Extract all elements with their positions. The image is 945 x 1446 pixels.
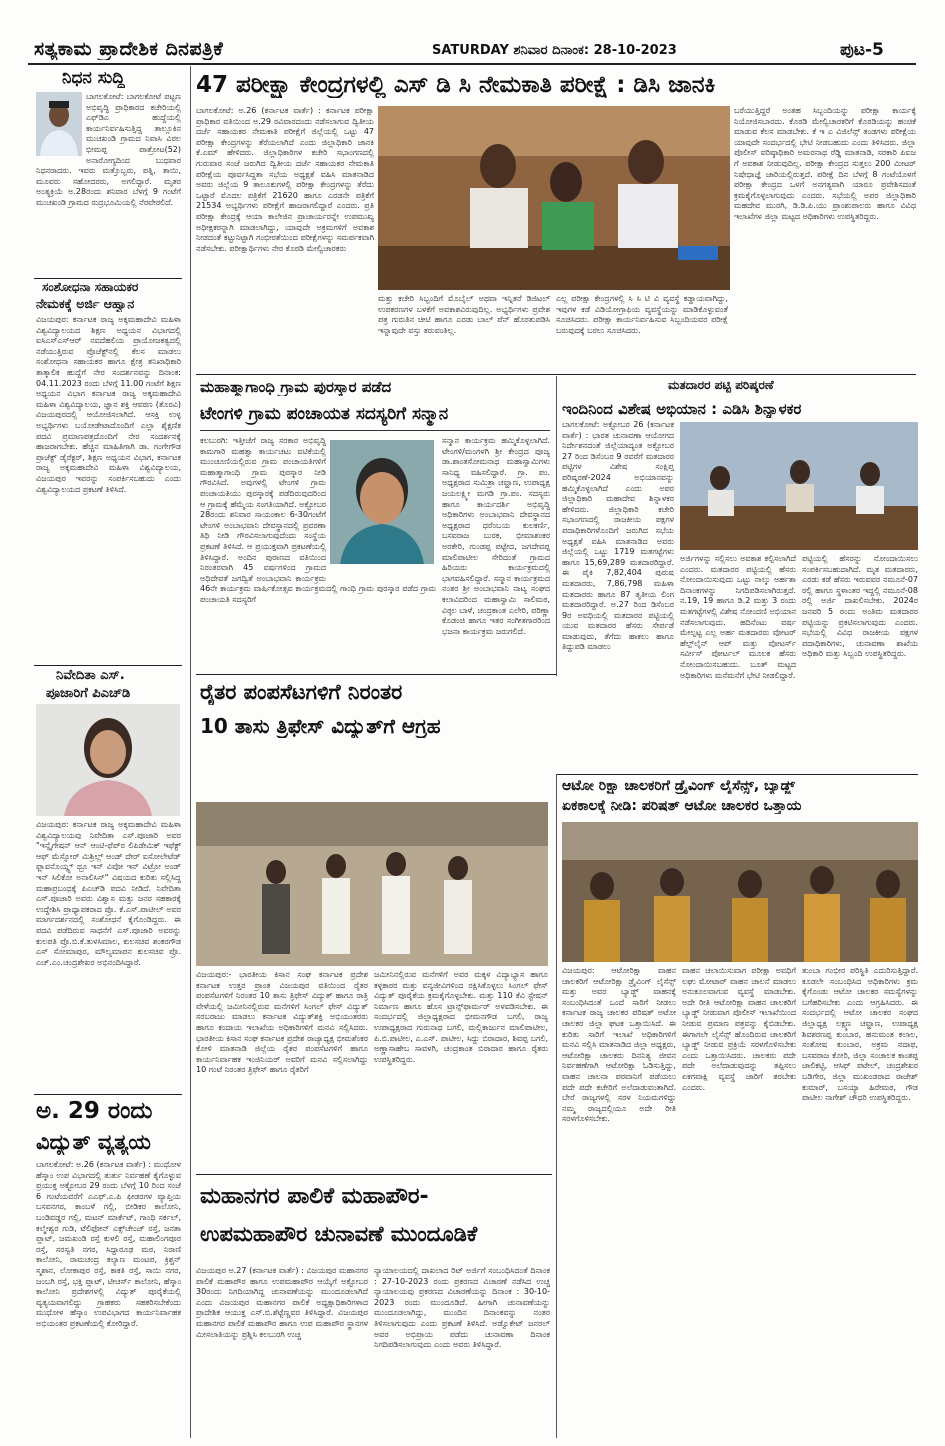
lead-body-col-2: ಮತ್ತು ಕಚೇರಿ ಸಿಬ್ಬಂದಿಗೆ ಮೊಬೈಲ್ ಅಥವಾ ಇನ್ನಿತರೆ ಡಿಜಿಟಲ್ ಉಪಕರಣಗಳ ಬಳಕೆಗೆ ಅವಕಾಶವಿರುವುದಿಲ್ಲ. ಅಭ್ಯರ್ಥಿಗಳು ಪ್ರವೇಶ ಪತ್ರ ಗುರುತಿನ ಚೀಟಿ ಹಾಗೂ ಎರಡು ಬಾಲ್ ಪೆನ್ ಹೊರತುಪಡಿಸಿ ಇನ್ನಾವುದೇ ವಸ್ತು ತರುವಂತಿಲ್ಲ. [378,294,550,335]
electoral-body-col-3: ಪಟ್ಟಿಯಲ್ಲಿ ಹೆಸರನ್ನು ನೋಂದಾಯಿಸಲು ಸಂಪರ್ಕಿಸಬಹುದಾಗಿದೆ. ಮೃತ ಮತದಾರರು, ಎರಡು ಕಡೆ ಹೆಸರು ಇರುವವರ ನಮೂನೆ-07 ರಲ್ಲಿ ಹಾಗೂ ಸ್ಥಳಾಂತರ ಇದ್ದಲ್ಲಿ ನಮೂನೆ-08 ರಲ್ಲಿ ಅರ್ಜಿ ದಾಖಲಿಸಬೇಕು. 2024ರ ಜನವರಿ 5 ರಂದು ಅಂತಿಮ ಮತದಾರರ ಪಟ್ಟಿಯನ್ನು ಪ್ರಕಟಿಸಲಾಗುವುದು ಎಂದರು. ಸಭೆಯಲ್ಲಿ ವಿವಿಧ ರಾಜಕೀಯ ಪಕ್ಷಗಳ ಪದಾಧಿಕಾರಿಗಳು, ಚುನಾವಣಾ ಶಾಖೆಯ ಅಧಿಕಾರಿ ಮತ್ತು ಸಿಬ್ಬಂದಿ ಉಪಸ್ಥಿತರಿದ್ದರು. [802,554,918,659]
auto-body-col-3: ತುಂಬಾ ಗಂಭೀರ ಪರಿಸ್ಥಿತಿ ಎದುರಿಸುತ್ತಿದ್ದಾರೆ. ಕೂಡಲೇ ಸಂಬಂಧಿಸಿದ ಅಧಿಕಾರಿಗಳು ಕ್ರಮ ಕೈಗೊಂಡು ಆಟೋ ಚಾಲಕರ ಸಮಸ್ಯೆಗಳನ್ನು ಬಗೆಹರಿಸಬೇಕು ಎಂದು ಆಗ್ರಹಿಸಿದರು. ಈ ಸಂದರ್ಭದಲ್ಲಿ ಆಟೋ ಚಾಲಕರ ಸಂಘದ ಜಿಲ್ಲಾಧ್ಯಕ್ಷ ಲಕ್ಷ್ಮಣ ಚವ್ಹಾಣ, ಉಪಾಧ್ಯಕ್ಷ ಶಿವಶರಣಪ್ಪ ಕುಂಬಾರ, ಹನುಮಂತ ಕಲಾಲ, ಸಂತೋಷ ಕುಂಬಾರ, ಅಕ್ರಮ ನದಾಫ, ಬಸವರಾಜ ಕೋರಿ, ಜಿಲ್ಲಾ ಸಂಚಾಲಕ ಕಾಂತಪ್ಪ ಜಾಲಿಕಟ್ಟಿ, ಆಸಿಫ್ ಪಟೇಲ್, ಚಂದ್ರಶೇಖರ ಬಡಿಗೇರ, ಜಿಲ್ಲಾ ಮುಖಂಡರಾದ ರಾಜೇಶ್ ಕುಮಾರ್, ಬಸಯ್ಯಾ ಹಿರೇಮಠ, ಗೌಡ ಪಾಟೀಲ ನಾಗೇಶ್ ಚೌಧರಿ ಉಪಸ್ಥಿತರಿದ್ದರು. [802,966,918,1103]
lead-body-col-1: ಬಾಗಲಕೋಟೆ: ಅ.26 (ಕರ್ನಾಟಕ ವಾರ್ತೆ) : ಕರ್ನಾಟಕ ಪರೀಕ್ಷಾ ಪ್ರಾಧಿಕಾರ ವತಿಯಿಂದ ಅ.29 ರವಿವಾರದಂದು ನಡೆಸಲಾಗುವ ದ್ವಿತೀಯ ದರ್ಜೆ ಸಹಾಯಕರ ನೇಮಕಾತಿ ಪರೀಕ್ಷೆಗೆ ಜಿಲ್ಲೆಯಲ್ಲಿ ಒಟ್ಟು 47 ಪರೀಕ್ಷಾ ಕೇಂದ್ರಗಳನ್ನು ತೆರೆಯಲಾಗಿದೆ ಎಂದು ಜಿಲ್ಲಾಧಿಕಾರಿ ಜಾನಕಿ ಕೆ.ಎಮ್ ಹೇಳಿದರು. ಜಿಲ್ಲಾಧಿಕಾರಿಗಳ ಕಚೇರಿ ಸಭಾಂಗಣದಲ್ಲಿ ಗುರುವಾರ ಸಂಜೆ ಜರುಗಿದ ದ್ವಿತೀಯ ದರ್ಜೆ ಸಹಾಯಕರ ನೇಮಕಾತಿ ಪರೀಕ್ಷೆಯ ಪೂರ್ವಸಿದ್ದತಾ ಸಭೆಯ ಅಧ್ಯಕ್ಷತೆ ವಹಿಸಿ ಮಾತನಾಡಿದ ಅವರು ಜಿಲ್ಲೆಯ 9 ತಾಲೂಕುಗಳಲ್ಲಿ ಪರೀಕ್ಷಾ ಕೇಂದ್ರಗಳನ್ನು ತೆರೆದು ಒಟ್ಟಾರೆ ಮೊದಲ ಪತ್ರಿಕೆಗೆ 21620 ಹಾಗೂ ಎರಡನೇ ಪತ್ರಿಕೆಗೆ 21534 ಅಭ್ಯರ್ಥಿಗಳು ಪರೀಕ್ಷೆಗೆ ಹಾಜರಾಗಲಿದ್ದಾರೆ ಎಂದರು. ಪ್ರತಿ ಪರೀಕ್ಷಾ ಕೇಂದ್ರಕ್ಕೆ ಆಯಾ ಕಾಲೇಜಿನ ಪ್ರಾಚಾರ್ಯರನ್ನೇ ಉಪಮುಖ್ಯ ಅಧೀಕ್ಷಕರನ್ನಾಗಿ ಮಾಡಲಾಗಿದ್ದು, ಯಾವುದೇ ಅಕ್ರಮಗಳಿಗೆ ಅವಕಾಶ ನೀಡದಂತೆ ಕಟ್ಟುನಿಟ್ಟಾಗಿ ಗಂಭೀರತೆಯಿಂದ ಪರೀಕ್ಷೆಗಳನ್ನು ಸಮರ್ಪಕವಾಗಿ ನಡೆಸಬೇಕು. ಪರೀಕ್ಷಾರ್ಥಿಗಳು ನೇರ ಕೊಠಡಿ ಮೇಲ್ವಿಚಾರಕರು [196,106,374,253]
auto-body-col-2: ವಾಹನ ಚಲಾಯಿಸುವಾಗ ಪರೀಕ್ಷಾ ಅವಧಿಗೆ ಲಘು ಮೋಟಾರ್ ವಾಹನ ಚಾಲನೆ ಮಾಡಲು ಅನುಕೂಲವಾಗುವ ವ್ಯವಸ್ಥೆ ಮಾಡಬೇಕು. ಅದೇ ರೀತಿ ಆಟೋರಿಕ್ಷಾ ವಾಹನ ಚಾಲಕರಿಗೆ ಬ್ಯಾಡ್ಜ್ ನೀಡುವಾಗ ಪೊಲೀಸ್ ಇಲಾಖೆಯಿಂದ ನೀಡುವ ಪ್ರಮಾಣ ಪತ್ರವನ್ನು ಕೈಬಿಡಬೇಕು. ಈಗಾಗಲೇ ಲೈಸೆನ್ಸ್ ಹೊಂದಿರುವ ಚಾಲಕರಿಗೆ ಬ್ಯಾಡ್ಜ್ ನೀಡುವ ಪ್ರಕ್ರಿಯೆ ಸರಳಗೊಳಿಸಬೇಕು ಎಂದು ಒತ್ತಾಯಿಸಿದರು. ಚಾಲಕರು ಪದೇ ಪದೇ ಅಲೆದಾಡುವುದನ್ನು ತಪ್ಪಿಸಲು ಏಕಗವಾಕ್ಷಿ ವ್ಯವಸ್ಥೆ ಜಾರಿಗೆ ತರಬೇಕು ಎಂದರು. [682,966,796,1092]
mayor-body-col-1: ವಿಜಯಪುರ ಅ.27 (ಕರ್ನಾಟಕ ವಾರ್ತೆ) : ವಿಜಯಪುರ ಮಹಾನಗರ ಪಾಲಿಕೆ ಮಹಾಪೌರ ಹಾಗೂ ಉಪಮಹಾಪೌರ ಆಯ್ಕೆಗೆ ಅಕ್ಟೋಬರ 30ರಂದು ನಿಗದಿಯಾಗಿದ್ದ ಚುನಾವಣೆಯನ್ನು ಮುಂದೂಡಲಾಗಿದೆ ಎಂದು ವಿಜಯಪುರ ಮಹಾನಗರ ಪಾಲಿಕೆ ಅಧ್ಯಕ್ಷಾಧಿಕಾರಿಗಳಾದ ಪ್ರಾದೇಶಿಕ ಆಯುಕ್ತ ಎಸ್.ಬಿ.ಶೆಟ್ಟೆಣ್ಣವರ ತಿಳಿಸಿದ್ದಾರೆ. ವಿಜಯಪುರ ಮಹಾನಗರ ಪಾಲಿಕೆ ಮಹಾಪೌರ ಹಾಗೂ ಉಪ ಮಹಾಪೌರ ಸ್ಥಾನಗಳ ಮೀಸಲಾತಿಯನ್ನು ಪ್ರಶ್ನಿಸಿ ಕಲಬುರಗಿ ಉಚ್ಚ [196,1266,368,1339]
auto-column-divider [556,774,557,1438]
power-cut-heading-1: ಅ. 29 ರಂದು [36,1098,153,1124]
auto-drivers-photo [562,822,918,962]
farmers-top-rule [196,674,556,675]
power-cut-body: ಬಾಗಲಕೋಟೆ: ಅ.26 (ಕರ್ನಾಟಕ ವಾರ್ತೆ) : ಮುಧೋಳ ಹೆಸ್ಕಾಂ ಉಪ ವಿಭಾಗದಲ್ಲಿ ತುರ್ತು ನಿರ್ವಹಣೆ ಕೈಗೊಳ್ಳುವ ಪ್ರಯುಕ್ತ ಅಕ್ಟೋಬರ 29 ರಂದು ಬೆಳಗ್ಗೆ 10 ರಿಂದ ಸಂಜೆ 6 ಗಂಟೆಯವರೆಗೆ ಎಎಫ್.ಎ.ಪಿ ಫೀಡರಗಳ ವ್ಯಾಪ್ತಿಯ ಬಸವನಗರ, ಕಾಂಬಳೆ ಗಲ್ಲಿ, ಬೀಡಿಕರ ಕಾಲೋನಿ, ಬಂಡಿವಡ್ಡರ ಗಲ್ಲಿ, ಮಟನ್ ಮಾರ್ಕೆಟ್, ಗಾಂಧಿ ಸರ್ಕಲ್, ಕಲ್ಮೇಶ್ವರ ಗುಡಿ, ಟೆಲಿಫೋನ್ ಎಕ್ಸ್‌ಚೇಂಜ್ ರಸ್ತೆ, ಜನತಾ ಪ್ಲಾಟ್, ಜಮಖಂಡಿ ರಸ್ತೆ ಕುಳಲಿ ರಸ್ತೆ, ಮಹಾಲಿಂಗಪೂರ ರಸ್ತೆ, ಸರಸ್ವತಿ ನಗರ, ಸಿದ್ದಾರೂಢ ಮಠ, ನಿರಾಣಿ ಕಾಲೋನಿ, ರಾಮಚಂದ್ರ ಕಲ್ಯಾಣ ಮಂಟಪ, ಕ್ರಿಶ್ಚನ್ ಸ್ಮಶಾನ, ಲೋಕಾಪುರ ರಸ್ತೆ, ಕಾಕತಿ ರಸ್ತೆ, ಸಾಯಿ ನಗರ, ಜಂಬಗಿ ರಸ್ತೆ, ಭಕ್ತಿ ಪ್ಲಾಟ್, ಟೀಚರ್ಸ್ ಕಾಲೋನಿ, ಹೆಸ್ಕಾಂ ಕಾಲೋನಿ ಪ್ರದೇಶಗಳಲ್ಲಿ ವಿದ್ಯುತ್ ಪೂರೈಕೆಯಲ್ಲಿ ವ್ಯತ್ಯಯವಾಗಲಿದ್ದು ಗ್ರಾಹಕರು ಸಹಕರಿಸಬೇಕೆಂದು ಮುಧೋಳ ಹೆಸ್ಕಾಂ ಉಪವಿಭಾಗದ ಕಾರ್ಯನಿರ್ವಾಹಕ ಅಭಿಯಂತರ ಪ್ರಕಟಣೆಯಲ್ಲಿ ಕೋರಿದ್ದಾರೆ. [36,1160,181,1328]
research-assistant-heading-2: ನೇಮಕಕ್ಕೆ ಅರ್ಜಿ ಆಹ್ವಾನ [36,296,135,311]
mayor-headline-2: ಉಪಮಹಾಪೌರ ಚುನಾವಣೆ ಮುಂದೂಡಿಕೆ [200,1222,478,1246]
research-assistant-body: ವಿಜಯಪುರ: ಕರ್ನಾಟಕ ರಾಜ್ಯ ಅಕ್ಕಮಹಾದೇವಿ ಮಹಿಳಾ ವಿಶ್ವವಿದ್ಯಾಲಯದ ಶಿಕ್ಷಣ ಅಧ್ಯಯನ ವಿಭಾಗದಲ್ಲಿ ಐಸಿಎಸ್‌ಎಸ್‌ಆರ್ ನವದೆಹಲಿಯ ಪ್ರಾಯೋಜಕತ್ವದಲ್ಲಿ ನಡೆಯುತ್ತಿರುವ ಪ್ರೊಜೆಕ್ಟ್‌ನಲ್ಲಿ ಕೆಲಸ ಮಾಡಲು ಸಂಶೋಧನಾ ಸಹಾಯಕರ ಹಾಗೂ ಕ್ಷೇತ್ರ ತನಿಖಾಧಿಕಾರಿ ತಾತ್ಕಾಲಿಕ ಹುದ್ದೆಗೆ ನೇರ ಸಂದರ್ಶನವನ್ನು ದಿನಾಂಕ: 04.11.2023 ರಂದು ಬೆಳಗ್ಗೆ 11.00 ಗಂಟೆಗೆ ಶಿಕ್ಷಣ ಅಧ್ಯಯನ ವಿಭಾಗ ಕರ್ನಾಟಕ ರಾಜ್ಯ ಅಕ್ಕಮಹಾದೇವಿ ಮಹಿಳಾ ವಿಶ್ವವಿದ್ಯಾಲಯ, ಜ್ಞಾನ ಶಕ್ತಿ ಆವರಣ (ತೊರವಿ) ವಿಜಯಪುರದಲ್ಲಿ ಆಯೋಜಿಸಲಾಗಿದೆ. ಆಸಕ್ತಿ ಉಳ್ಳ ಅಭ್ಯರ್ಥಿಗಳು ಬಯೋಡೇಟಾದೊಂದಿಗೆ ಎಲ್ಲಾ ಶೈಕ್ಷಣಿಕ ಪದವಿ ಪ್ರಮಾಣಪತ್ರದೊಂದಿಗೆ ನೇರ ಸಂದರ್ಶನಕ್ಕೆ ಹಾಜರಾಗಬೇಕು. ಹೆಚ್ಚಿನ ಮಾಹಿತಿಗಾಗಿ ಡಾ. ಗಂಗೇಗೌಡ ಪ್ರಾಜೆಕ್ಟ್ ಡೈರೆಕ್ಟರ್, ಶಿಕ್ಷಣ ಅಧ್ಯಯನ ವಿಭಾಗ, ಕರ್ನಾಟಕ ರಾಜ್ಯ ಅಕ್ಕಮಹಾದೇವಿ ಮಹಿಳಾ ವಿಶ್ವವಿದ್ಯಾಲಯ, ವಿಜಯಪುರ ಇವರನ್ನು ಸಂಪರ್ಕಿಸಬಹುದು ಎಂದು ವಿಶ್ವವಿದ್ಯಾಲಯದ ಪ್ರಕಟಣೆ ತಿಳಿಸಿದೆ. [36,315,181,494]
mayor-body-col-2: ನ್ಯಾಯಾಲಯದಲ್ಲಿ ದಾಖಲಾದ ರಿಟ್ ಅರ್ಜಿಗೆ ಸಂಬಂಧಿಸಿದಂತೆ ದಿನಾಂಕ : 27-10-2023 ರಂದು ಪ್ರಕರಣದ ವಿಚಾರಣೆ ನಡೆಸಿದ ಉಚ್ಚ ನ್ಯಾಯಾಲಯವು ಪ್ರಕರಣದ ವಿಚಾರಣೆಯನ್ನು ದಿನಾಂಕ : 30-10-2023 ರಂದು ಮುಂದೂಡಿದೆ. ಹೀಗಾಗಿ ಚುನಾವಣೆಯನ್ನು ಮುಂದೂಡಲಾಗಿದ್ದು, ಮುಂದಿನ ದಿನಾಂಕವನ್ನು ನಂತರ ತಿಳಿಸಲಾಗುವುದು ಎಂದು ಪ್ರಕಟಣೆ ತಿಳಿಸಿದೆ. ಅಡ್ವೊಕೇಟ್ ಜನರಲ್ ಅವರ ಅಭಿಪ್ರಾಯ ಪಡೆದು ಚುನಾವಣಾ ದಿನಾಂಕ ನಿಗದಿಪಡಿಸಲಾಗುವುದು ಎಂದು ಅವರು ತಿಳಿಸಿದ್ದಾರೆ. [374,1266,550,1350]
gandhi-portrait-photo [330,440,434,564]
lead-body-col-4: ಬರೆಯುತ್ತಿದ್ದರೆ ಅಂತಹ ಸಿಬ್ಬಂದಿಯನ್ನು ಪರೀಕ್ಷಾ ಕಾರ್ಯಕ್ಕೆ ನಿಯೋಜಿಸಬಾರದು. ಕೊಠಡಿ ಮೇಲ್ವಿಚಾರಕರಿಗೆ ಕೊಠಡಿಯನ್ನು ಹಂಚಿಕೆ ಮಾಡುವ ಕೆಲಸ ಮಾಡಬೇಕು. ಕೆ ಇ ಎ ವಿಜಿಲೆನ್ಸ್ ತಂಡಗಳು ಪರೀಕ್ಷೆಯ ಯಾವುದೇ ಸಂದರ್ಭದಲ್ಲಿ ಭೇಟಿ ನೀಡಬಹುದು ಎಂದು ತಿಳಿಸಿದರು. ಜಿಲ್ಲಾ ಪೊಲೀಸ್ ವರಿಷ್ಠಾಧಿಕಾರಿ ಅಮರನಾಥ ರೆಡ್ಡಿ ಮಾತನಾಡಿ, ಸರಕಾರಿ ಪಿಐಜ ಗೆ ಅವಕಾಶ ನೀಡುವುದಿಲ್ಲ. ಪರೀಕ್ಷಾ ಕೇಂದ್ರದ ಸುತ್ತಲು 200 ಮೀಟರ್ ನಿಷೇಧಾಜ್ಞೆ ಜಾರಿಯಲ್ಲಿರುತ್ತದೆ. ಪರೀಕ್ಷೆ ದಿನ ಬೆಳಗ್ಗೆ 8 ಗಂಟೆಯೊಳಗೆ ಪರೀಕ್ಷಾ ಕೇಂದ್ರದ ಒಳಗೆ ಅನಗತ್ಯವಾಗಿ ಯಾರೂ ಪ್ರವೇಶಿಸದಂತೆ ಕ್ರಮಕೈಗೊಳ್ಳಲಾಗುವುದು ಎಂದರು. ಸಭೆಯಲ್ಲಿ ಅಪರ ಜಿಲ್ಲಾಧಿಕಾರಿ ಮಹದೇವ ಮುರಗಿ, ಡಿ.ಡಿ.ಪಿ.ಯು ಪ್ರಾಂಶುಪಾಲರು ಹಾಗೂ ವಿವಿಧ ಇಲಾಖೆಗಳ ಜಿಲ್ಲಾ ಮಟ್ಟದ ಅಧಿಕಾರಿಗಳು ಉಪಸ್ಥಿತರಿದ್ದರು. [734,106,916,221]
auto-body-col-1: ವಿಜಯಪುರ: ಆಟೋರಿಕ್ಷಾ ವಾಹನ ಚಾಲಕರಿಗೆ ಆಟೋರಿಕ್ಷಾ ಡ್ರೈವಿಂಗ್ ಲೈಸೆನ್ಸ್ ಮತ್ತು ಅವರ ಬ್ಯಾಡ್ಜ್ ವಾಹನಕ್ಕೆ ಸಂಬಂಧಿಸಿದಂತೆ ಒಂದೆ ಸಾರಿಗೆ ನೀಡಲು ಕರ್ನಾಟಕ ರಾಜ್ಯ ಚಾಲಕರ ಪರಿಷತ್ ಅಟೋ ಚಾಲಕರ ಜಿಲ್ಲಾ ಘಟಕ ಒತ್ತಾಯಿಸಿದೆ. ಈ ಕುರಿತು ಸಾರಿಗೆ ಇಲಾಖೆ ಅಧಿಕಾರಿಗಳಿಗೆ ಮನವಿ ಸಲ್ಲಿಸಿ ಮಾತನಾಡಿದ ಜಿಲ್ಲಾ ಅಧ್ಯಕ್ಷರು, ಆಟೋರಿಕ್ಷಾ ಚಾಲಕರು ದಿನನಿತ್ಯ ಜೀವನ ನಿರ್ವಹಣೆಗಾಗಿ ಆಟೋರಿಕ್ಷಾ ಓಡಿಸುತ್ತಿದ್ದು, ವಾಹನ ಚಾಲನಾ ಪರವಾನಿಗೆ ಪಡೆಯಲು ಪದೇ ಪದೇ ಕಚೇರಿಗೆ ಅಲೆದಾಡುವಂತಾಗಿದೆ. ಬೇರೆ ರಾಜ್ಯಗಳಲ್ಲಿ ಸರಳ ನಿಯಮಗಳಿದ್ದು ನಮ್ಮ ರಾಜ್ಯದಲ್ಲಿಯೂ ಅದೇ ರೀತಿ ಸರಳಗೊಳಿಸಬೇಕು. [562,966,676,1124]
farmers-memorandum-photo [196,802,548,966]
phd-heading-2: ಪೂಜಾರಿಗೆ ಪಿಎಚ್‌ಡಿ [46,686,131,701]
left-section-rule-1 [34,278,182,279]
mayor-top-rule [196,1174,552,1175]
obituary-title: ನಿಧನ ಸುದ್ದಿ [62,68,125,88]
obituary-body: ಬಾಗಲಕೋಟೆ: ಬಾಗಲಕೋಟೆ ಪಟ್ಟಣ ಅಭಿವೃದ್ಧಿ ಪ್ರಾಧಿಕಾರದ ಕಚೇರಿಯಲ್ಲಿ ಎಫ್‌ಡಿಎ ಹುದ್ದೆಯಲ್ಲಿ ಕಾರ್ಯನಿರ್ವಹಿಸುತ್ತಿದ್ದ ತಾಲ್ಲೂಕಿನ ಮುಚಖಂಡಿ ಗ್ರಾಮದ ನಿವಾಸಿ ವಿಠಲ ಭೀಮಪ್ಪ ಪಾತ್ರೋಟ(52) ಅನಾರೋಗ್ಯದಿಂದ ಬುಧವಾರ ನಿಧನರಾದರು. ಇವರು ಮತ್ತೊಬ್ಬರು, ಪತ್ನಿ, ತಾಯಿ, ಮೂವರು ಸಹೋದರರು, ಅಗಲಿದ್ದಾರೆ. ಮೃತರ ಅಂತ್ಯಕ್ರಿಯೆ ಅ.28ರಂದು ಶನಿವಾರ ಬೆಳಗ್ಗೆ 9 ಗಂಟೆಗೆ ಮುಚಖಂಡಿ ಗ್ರಾಮದ ರುದ್ರಭೂಮಿಯಲ್ಲಿ ನೆರವೇರಲಿದೆ. [36,92,181,207]
left-section-rule-3 [34,1094,182,1095]
masthead-title: ಸತ್ಯಕಾಮ ಪ್ರಾದೇಶಿಕ ದಿನಪತ್ರಿಕೆ [34,38,224,60]
electoral-body-col-1: ಬಾಗಲಕೋಟೆ: ಅಕ್ಟೋಬರ 26 (ಕರ್ನಾಟಕ ವಾರ್ತೆ) : ಭಾರತ ಚುನಾವಣಾ ಆಯೋಗದ ನಿರ್ದೇಶನದಂತೆ ಜಿಲ್ಲೆಯಾದ್ಯಂತ ಅಕ್ಟೋಬರ 27 ರಿಂದ ಡಿಸೆಂಬರ 9 ರವರೆಗೆ ಮತದಾರರ ಪಟ್ಟಿಗಳ ವಿಶೇಷ ಸಂಕ್ಷಿಪ್ತ ಪರಿಷ್ಕರಣೆ-2024 ಅಭಿಯಾನವನ್ನು ಹಮ್ಮಿಕೊಳ್ಳಲಾಗಿದೆ ಎಂದು ಅಪರ ಜಿಲ್ಲಾಧಿಕಾರಿ ಮಹಾದೇವ ಶಿನ್ನಾಳಕರ ಹೇಳಿದರು. ಜಿಲ್ಲಾಧಿಕಾರಿ ಕಚೇರಿ ಸಭಾಂಗಣದಲ್ಲಿ ರಾಜಕೀಯ ಪಕ್ಷಗಳ ಪದಾಧಿಕಾರಿಗಳೊಂದಿಗೆ ಜರುಗಿದ ಸಭೆಯ ಅಧ್ಯಕ್ಷತೆ ವಹಿಸಿ ಮಾತನಾಡಿದ ಅವರು ಜಿಲ್ಲೆಯಲ್ಲಿ ಒಟ್ಟು 1719 ಮತಗಟ್ಟೆಗಳು ಹಾಗೂ 15,69,289 ಮತದಾರರಿದ್ದಾರೆ. ಈ ಪೈಕಿ 7,82,404 ಪುರುಷ ಮತದಾರರು, 7,86,798 ಮಹಿಳಾ ಮತದಾರರು ಹಾಗೂ 87 ತೃತೀಯ ಲಿಂಗ ಮತದಾರರಿದ್ದಾರೆ. ಅ.27 ರಿಂದ ಡಿಸೆಂಬರ 9ರ ಅವಧಿಯಲ್ಲಿ ಮತದಾರರ ಪಟ್ಟಿಯಲ್ಲಿ ಯುವ ಮತದಾರರ ಹೆಸರು ಸೇರ್ಪಡೆ ಮಾಡುವುದು, ತೆಗೆದು ಹಾಕಲು ಹಾಗೂ ತಿದ್ದುಪಡಿ ಮಾಡಲು [562,420,674,652]
phd-body: ವಿಜಯಪುರ: ಕರ್ನಾಟಕ ರಾಜ್ಯ ಅಕ್ಕಮಹಾದೇವಿ ಮಹಿಳಾ ವಿಶ್ವವಿದ್ಯಾಲಯವು ನಿವೇದಿತಾ ಎಸ್.ಪೂಜಾರಿ ಅವರ "ಇನ್ಸೈಗೇಷನ್ ಆನ್ ಆಂಟಿ-ಫೆಪ್‌ರ ಲಿಪಿಡೇಮಿಕ್ ಇಫೆಕ್ಟ್ ಆಫ್ ಮೆಸ್ಸೋರ್ ಮಿಶ್ರಿಲ್ಲ್ ಆಂಡ್ ದೇರ್ ಐಸೋಲೇಟೆಡ್ ಫ್ಲಾವನೊಯ್ಡ್ಸ್ ಥ್ರೂ ಇನ್ ವಿವೋ ಇನ್ ವಿಟ್ರೋ ಅಂಡ್ ಇನ್ ಸಿಲಿಕೋ ಅನಾಲಿಸಿಸ್" ವಿಷಯದ ಕುರಿತು ಸಲ್ಲಿಸಿದ್ದ ಮಹಾಪ್ರಬಂಧಕ್ಕೆ ಪಿಎಚ್‌ಡಿ ಪದವಿ ನೀಡಿದೆ. ನಿವೇದಿತಾ ಎಸ್.ಪೂಜಾರಿ ಅವರು ವಿಶ್ವಾಸ ಮತ್ತು ಜನರ ಸಹಕಾರಕ್ಕೆ ಉದ್ದೇಶಿಸಿ ಪ್ರಾಧ್ಯಾಪಕರಾದ ಪ್ರೊ. ಕೆ.ಎಸ್.ಪಾಟೀಲ್ ಅವರ ಮಾರ್ಗದರ್ಶನದಲ್ಲಿ ಸಂಶೋಧನೆ ಕೈಗೊಂಡಿದ್ದರು. ಈ ಪದವಿ ಪಡೆದಿರುವ ಸಾಧನೆಗೆ ಎಸ್.ಪೂಜಾರಿ ಅವರನ್ನು ಕುಲಪತಿ ಪ್ರೊ.ಬಿ.ಕೆ.ತುಳಸಿಮಾಲ, ಕುಲಸಚಿವ ಶಂಕರಗೌಡ ಎಸ್ ಸೋಮಾಪುರ, ಮೌಲ್ಯಮಾಪನ ಕುಲಸಚಿವ ಪ್ರೊ. ಎಚ್.ಎಂ.ಚಂದ್ರಶೇಖರ ಅಭಿನಂದಿಸಿದ್ದಾರೆ. [36,820,181,967]
phd-recipient-photo [36,704,180,816]
phd-heading-1: ನಿವೇದಿತಾ ಎಸ್. [56,668,125,683]
lead-meeting-photo [378,106,730,290]
farmers-body-col-2: ಜಮೀನಿನಲ್ಲಿರುವ ಮನೆಗಳಿಗೆ ಅವರ ಮಕ್ಕಳ ವಿದ್ಯಾಭ್ಯಾಸ ಹಾಗೂ ಕಳ್ಳಕಾರರ ಮತ್ತು ವನ್ಯಜೀವಿಗಳಿಂದ ರಕ್ಷಿಸಿಕೊಳ್ಳಲು ಸಿಂಗಲ್ ಫೇಸ್ ವಿದ್ಯುತ್ ಪೂರೈಕೆಯ ಕ್ರಮಕೈಗೊಳ್ಳಬೇಕು. ಮತ್ತು 110 ಕೆವಿ ಸ್ಟೇಷನ್ ನಿರ್ಮಾಣ ಹಾಗೂ ಹೊಸ ಟ್ರಾನ್ಸ್‌ಫಾರ್ಮರ್ ಅಳವಡಿಸಬೇಕು. ಈ ಸಂದರ್ಭದಲ್ಲಿ ಜಿಲ್ಲಾಧ್ಯಕ್ಷರಾದ ಭೀಮನಗೌಡ ಬಗಲಿ, ರಾಜ್ಯ ಉಪಾಧ್ಯಕ್ಷರಾದ ಗುರುನಾಥ ಬಗಲಿ, ಮಲ್ಲಿಕಾರ್ಜುನ ಮಾಲಿಪಾಟೀಲ, ಪಿ.ಬಿ.ಪಾಟೀಲ, ಎ.ಎಸ್. ಪಾಟೀಲ, ಸಿದ್ದು ಬಿರಾದಾರ, ಶಿವಪ್ಪ ಬಗಲಿ, ಅಣ್ಣಾಸಾಹೇಬ ಸಾವಳಗಿ, ಚಂದ್ರಕಾಂತ ಬಿರಾದಾರ ಹಾಗೂ ರೈತರು ಉಪಸ್ಥಿತರಿದ್ದರು. [374,970,548,1064]
power-cut-heading-2: ವಿದ್ಯುತ್ ವ್ಯತ್ಯಯ [36,1130,151,1154]
gandhi-column-divider [556,376,557,676]
farmers-body-col-1: ವಿಜಯಪುರ:- ಭಾರತೀಯ ಕಿಸಾನ ಸಂಘ ಕರ್ನಾಟಕ ಪ್ರದೇಶ ಕರ್ನಾಟಕ ಉತ್ತರ ಪ್ರಾಂತ ವಿಜಯಪುರ ವತಿಯಿಂದ ರೈತರ ಪಂಪಸೆಟಗಳಿಗೆ ನಿರಂತರ 10 ತಾಸು ತ್ರಿಫೇಸ್ ವಿದ್ಯುತ್ ಹಾಗೂ ರಾತ್ರಿ ವೇಳೆಯಲ್ಲಿ ಜಮೀನಿನಲ್ಲಿರುವ ಮನೆಗಳಿಗೆ ಸಿಂಗಲ್ ಫೇಸ್ ವಿದ್ಯುತ್ ಸರಬರಾಜು ಮಾಡಲು ಕರ್ನಾಟಕ ವಿದ್ಯುತ್‌ಶಕ್ತಿ ಅಭಿಯಂತರರು ಹಾಗೂ ಕಂದಾಯ ಇಲಾಖೆಯ ಅಧಿಕಾರಿಗಳಿಗೆ ಮನವಿ ಸಲ್ಲಿಸಿದರು. ಭಾರತೀಯ ಕಿಸಾನ ಸಂಘ ಕರ್ನಾಟಕ ಪ್ರದೇಶ ರಾಜ್ಯಾಧ್ಯಕ್ಷ ಭೀಮಶೆಂಕರ ಕೋಳಿ ಮಾತನಾಡಿ ಜಿಲ್ಲೆಯ ರೈತರ ಪಂಪಸೆಟಗಳಿಗೆ ಹಾಗೂ ಕಾರ್ಯನಿರ್ವಾಹಕ ಇಂಜಿನಿಯರ್ ಅವರಿಗೆ ಮನವಿ ಸಲ್ಲಿಸಲಾಗಿದ್ದು 10 ಗಂಟೆ ನಿರಂತರ ತ್ರಿಫೇಸ್ ಹಾಗೂ ರೈತರಿಗೆ [196,970,368,1075]
gandhi-headline-1: ಮಹಾತ್ಮಾಗಾಂಧಿ ಗ್ರಾಮ ಪುರಸ್ಕಾರ ಪಡೆದ [200,378,392,396]
gandhi-headline-2: ಟೇಂಗಳಿ ಗ್ರಾಮ ಪಂಚಾಯತ ಸದಸ್ಯರಿಗೆ ಸನ್ಮಾನ [200,404,550,431]
research-assistant-heading-1: ಸಂಶೋಧನಾ ಸಹಾಯಕರ [42,280,139,294]
auto-top-rule [556,774,918,775]
electoral-body-col-2: ಅರ್ಜಿಗಳನ್ನು ಸಲ್ಲಿಸಲು ಅವಕಾಶ ಕಲ್ಪಿಸಲಾಗಿದೆ ಎಂದರು. ಮತದಾರರ ಪಟ್ಟಿಯಲ್ಲಿ ಹೆಸರು ನೋಂದಾಯಿಸುವುದು ಒಟ್ಟು ನಾಲ್ಕು ಅರ್ಹತಾ ದಿನಾಂಕಗಳನ್ನು ನಿಗದಿಪಡಿಸಲಾಗಿರುತ್ತದೆ. ನ.19, 19 ಹಾಗೂ ಡಿ.2 ಮತ್ತು 3 ರಂದು ಮತಗಟ್ಟೆಗಳಲ್ಲಿ ವಿಶೇಷ ನೋಂದಣಿ ಅಭಿಯಾನ ನಡೆಸಲಾಗುವುದು. ಹದಿನೆಂಟು ವರ್ಷ ಮೇಲ್ಪಟ್ಟ ಎಲ್ಲ ಅರ್ಹ ಮತದಾರರು ವೋಟರ್ ಹೆಲ್ಪ್‌ಲೈನ್ ಆಪ್ ಮತ್ತು ವೋಟರ್ಸ್ ಸರ್ವೀಸ್ ಪೋರ್ಟಲ್ ಮೂಲಕ ಹೆಸರು ನೋಂದಾಯಿಸಬಹುದು. ಬೂತ್ ಮಟ್ಟದ ಅಧಿಕಾರಿಗಳು ಮನೆಮನೆಗೆ ಭೇಟಿ ನೀಡಲಿದ್ದಾರೆ. [680,554,796,680]
lead-body-col-3: ಎಲ್ಲ ಪರೀಕ್ಷಾ ಕೇಂದ್ರಗಳಲ್ಲಿ ಸಿ ಸಿ ಟಿ ವಿ ವ್ಯವಸ್ಥೆ ಕಡ್ಡಾಯವಾಗಿದ್ದು, ಇವುಗಳ ಕಡೆ ವಿಡಿಯೋಗ್ರಾಫಿಯ ವ್ಯವಸ್ಥೆಯನ್ನು ಮಾಡಿಕೊಳ್ಳುವಂತೆ ಸೂಚಿಸಿದರು. ಪರೀಕ್ಷಾ ಕಾರ್ಯನಿರ್ವಹಿಸುವ ಸಿಬ್ಬಂದಿಯವರ ಪರೀಕ್ಷೆ ಬರುವುದಕ್ಕೆ ಬರಲು ಸೂಚಿಸಿದರು. [556,294,728,335]
mayor-headline-1: ಮಹಾನಗರ ಪಾಲಿಕೆ ಮಹಾಪೌರ- [200,1184,429,1209]
auto-headline-2: ಏಕಕಾಲಕ್ಕೆ ನೀಡಿ: ಪರಿಷತ್ ಆಟೋ ಚಾಲಕರ ಒತ್ತಾಯ [562,798,802,814]
lead-bottom-rule [196,374,916,375]
electoral-meeting-photo [680,422,918,550]
masthead-page-number: ಪುಟ-5 [840,40,884,60]
electoral-kicker: ಮತದಾರರ ಪಟ್ಟಿ ಪರಿಷ್ಕರಣೆ [668,378,774,392]
electoral-headline: ಇಂದಿನಿಂದ ವಿಶೇಷ ಅಭಿಯಾನ : ಎಡಿಸಿ ಶಿನ್ನಾಳಕರ [562,400,802,418]
left-section-rule-2 [34,665,182,666]
masthead-date: SATURDAY ಶನಿವಾರ ದಿನಾಂಕ: 28-10-2023 [432,43,677,58]
auto-headline-1: ಆಟೋ ರಿಕ್ಷಾ ಚಾಲಕರಿಗೆ ಡ್ರೈವಿಂಗ್ ಲೈಸೆನ್ಸ್, ಬ್ಯಾಡ್ಜ್ [562,778,795,794]
gandhi-body-col-2: ಸನ್ಮಾನ ಕಾರ್ಯಕ್ರಮ ಹಮ್ಮಿಕೊಳ್ಳಲಾಗಿದೆ. ಟೇಂಗಳಿ/ಮಂಗಳಗಿ ಶ್ರೀ ಕೇಂದ್ರದ ಪೂಜ್ಯ ಡಾ.ಶಾಂತಸೋಮನಾಥ ಮಹಾಸ್ವಾಮಿಗಳು ಸಾನಿಧ್ಯ ವಹಿಸಲಿದ್ದಾರೆ. ಗ್ರಾ. ಪಂ. ಅಧ್ಯಕ್ಷರಾದ ಸುಮಿತ್ರಾ ಚವ್ಹಾಣ, ಉಪಾಧ್ಯಕ್ಷ ಜಯಲಕ್ಷ್ಮೀ ಮಗಡಿ ಗ್ರಾ.ಪಂ. ಸದಸ್ಯರು ಹಾಗೂ ಕಾರ್ಯದರ್ಶಿ ಅಭಿವೃದ್ಧಿ ಅಧಿಕಾರಿಗಳು ಅಂಬಾಭವಾನಿ ದೇವಸ್ಥಾನದ ಅಧ್ಯಕ್ಷರಾದ ಧರೆಂಬಯ ಕುಲಕರ್ಣಿ, ಬಸವರಾಜ ಬುರಕ, ಭೀಮಾಶಂಕರ ಅರಕೇರಿ, ಗುಂಡಪ್ಪ ಪಟ್ಟೇದ, ಜಗದೇವಪ್ಪ ಮಾಲಿಪಾಟೀಲ ಸೇರಿದಂತೆ ಗ್ರಾಮದ ಹಿರಿಯರು ಕಾರ್ಯಕ್ರಮದಲ್ಲಿ ಭಾಗವಹಿಸಲಿದ್ದಾರೆ. ಸನ್ಮಾನ ಕಾರ್ಯಕ್ರಮದ ನಂತರ ಶ್ರೀ ಅಂಬಾಭವಾನಿ ನಾಟ್ಯ ಸಂಘದ ಕಲಾವಿದರಿಂದ ಮಹಾಸ್ವಾಮಿ ಸಾಲಿಮಠ, ವಿಠ್ಠಲ ಬಾಳೆ, ಚಂದ್ರಕಾಂತ ಎಲೇರಿ, ಪರಿಣ್ಣಾ ಕೊಡಂಚಿ ಹಾಗೂ ಇತರ ಸಂಗೀತಗಾರರಿಂದ ಭಜನಾ ಕಾರ್ಯಕ್ರಮ ಜರುಗಲಿದೆ. [442,436,550,636]
farmers-headline-2: 10 ತಾಸು ತ್ರಿಫೇಸ್ ವಿದ್ಯುತ್‌ಗೆ ಆಗ್ರಹ [200,714,441,738]
gandhi-body-col-1: ಕಲಬುರಗಿ: ಇತ್ತೀಚೆಗೆ ರಾಜ್ಯ ಸರಕಾರ ಅಭಿವೃದ್ಧಿ ಕಾಮಗಾರಿ ಮಹತ್ವಾ ಕಾರ್ಯಚಟು ವಟಿಕೆಯಲ್ಲಿ ಮುಂಚೂಣಿಯಲ್ಲಿರುವ ಗ್ರಾಮ ಪಂಚಾಯತಿಗಳಿಗೆ ಮಹಾತ್ಮಾಗಾಂಧಿ ಗ್ರಾಮ ಪುರಸ್ಕಾರ ನೀಡಿ ಗೌರವಿಸಿದೆ. ಅವುಗಳಲ್ಲಿ ಟೇಂಗಳಿ ಗ್ರಾಮ ಪಂಚಾಯತಿಯು ಪುರಸ್ಕಾರಕ್ಕೆ ಪಡೆದಿರುವುದರಿಂದ ಆ ಗ್ರಾಮಕ್ಕೆ ಹೆಮ್ಮೆಯ ಸಂಗತಿಯಾಗಿದೆ. ಅಕ್ಟೋಬರ 28ರಂದು ಶನಿವಾರ ಸಾಯಂಕಾಲ 6-30ಗಂಟೆಗೆ ಟೇಂಗಳಿ ಅಂಬಾಭವಾನಿ ದೇವಸ್ಥಾನದಲ್ಲಿ ಪ್ರವರಣಾ ತಿಥಿ ನೀಡಿ ಗೌರವಿಸಲಾಗುವುದೆಂದು ಸಂಸ್ಥೆಯ ಪ್ರಕಟಣೆ ತಿಳಿಸಿದೆ. ಆ ಪ್ರಯುಕ್ತವಾಗಿ ಪ್ರಕಟಣೆಯಲ್ಲಿ ತಿಳಿಸಿದ್ದಾರೆ. ಅಂದಿನ ಪುರಾಣದ ವತಿಯಿಂದ ನಿರಂತರವಾಗಿ 45 ವರ್ಷಗಳಿಂದ ಗ್ರಾಮದ ಅಧಿದೇವತೆ ಜಗದ್ವಿತೆ ಅಂಬಾಭವಾನಿ ಕಾರ್ಯಕ್ರಮ 46ನೇ ಕಾರ್ಯಕ್ರಮ ವಾರ್ಷಿಕೋತ್ಸವ ಕಾರ್ಯಕ್ರಮದಲ್ಲಿ ಗಾಂಧಿ ಗ್ರಾಮ ಪುರಸ್ಕಾರ ಪಡೆದ ಗ್ರಾಮ ಪಂಚಾಯತಿ ಸದಸ್ಯರಿಗೆ [200,436,436,604]
left-column-divider [190,66,191,1438]
masthead-rule [28,63,916,65]
lead-headline: 47 ಪರೀಕ್ಷಾ ಕೇಂದ್ರಗಳಲ್ಲಿ ಎಸ್ ಡಿ ಸಿ ನೇಮಕಾತಿ ಪರೀಕ್ಷೆ : ಡಿಸಿ ಜಾನಕಿ [196,72,716,98]
farmers-headline-1: ರೈತರ ಪಂಪಸೆಟಗಳಿಗೆ ನಿರಂತರ [200,680,403,704]
